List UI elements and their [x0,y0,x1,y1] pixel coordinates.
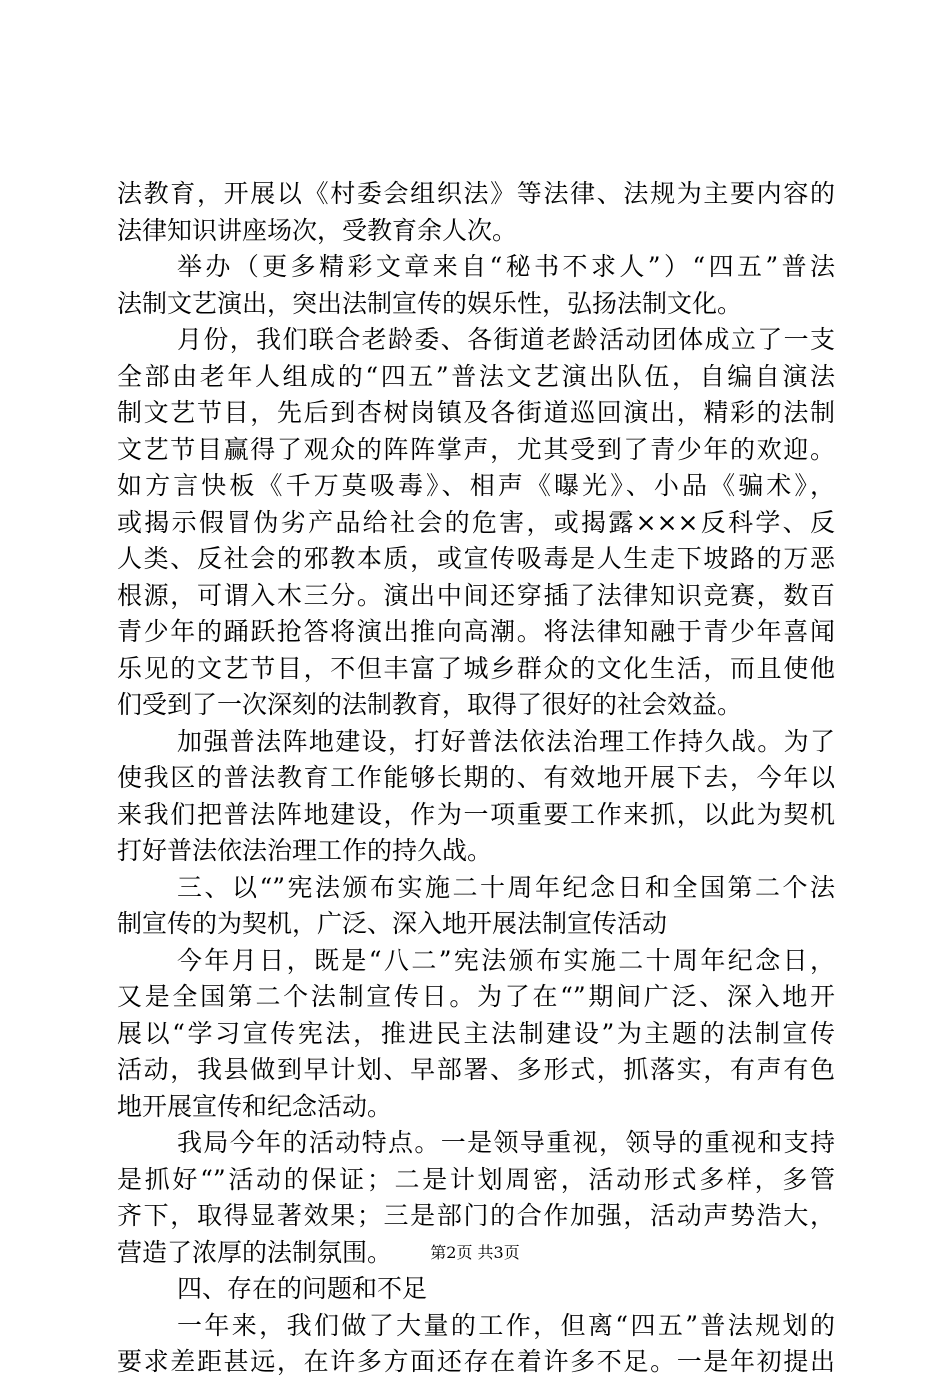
text-line: 人类、反社会的邪教本质，或宣传吸毒是人生走下坡路的万恶 [117,544,835,573]
section-heading-line: 三、以“”宪法颁布实施二十周年纪念日和全国第二个法 [177,872,835,902]
text-line: 我局今年的活动特点。一是领导重视，领导的重视和支持 [177,1128,835,1157]
text-line: 根源，可谓入木三分。演出中间还穿插了法律知识竞赛，数百 [117,580,835,610]
text-line: 月份，我们联合老龄委、各街道老龄活动团体成立了一支 [177,325,835,354]
page-number-footer: 第2页 共3页 [430,1243,520,1262]
text-line: 加强普法阵地建设，打好普法依法治理工作持久战。为了 [177,726,835,756]
text-line: 活动，我县做到早计划、早部署、多形式，抓落实，有声有色 [117,1055,835,1084]
text-line: 法制文艺演出，突出法制宣传的娱乐性，弘扬法制文化。 [117,288,743,318]
text-line: 展以“学习宣传宪法，推进民主法制建设”为主题的法制宣传 [117,1018,835,1048]
text-line: 们受到了一次深刻的法制教育，取得了很好的社会效益。 [117,690,743,719]
text-line: 或揭示假冒伪劣产品给社会的危害，或揭露×××反科学、反 [117,507,835,537]
text-line: 一年来，我们做了大量的工作，但离“四五”普法规划的 [177,1310,835,1340]
text-line: 青少年的踊跃抢答将演出推向高潮。将法律知融于青少年喜闻 [117,617,835,646]
text-line: 来我们把普法阵地建设，作为一项重要工作来抓，以此为契机 [117,799,835,829]
text-line: 制文艺节目，先后到杏树岗镇及各街道巡回演出，精彩的法制 [117,398,835,427]
section-heading-line: 四、存在的问题和不足 [177,1274,428,1303]
text-line: 如方言快板《千万莫吸毒》、相声《曝光》、小品《骗术》， [117,471,835,500]
text-line: 全部由老年人组成的“四五”普法文艺演出队伍，自编自演法 [117,361,835,391]
text-line: 法教育，开展以《村委会组织法》等法律、法规为主要内容的 [117,179,835,208]
text-line: 打好普法依法治理工作的持久战。 [117,836,493,865]
text-line: 要求差距甚远，在许多方面还存在着许多不足。一是年初提出 [117,1347,835,1376]
text-line: 举办（更多精彩文章来自“秘书不求人”）“四五”普法 [177,252,835,281]
section-heading-line: 制宣传的为契机，广泛、深入地开展法制宣传活动 [117,909,668,938]
text-line: 使我区的普法教育工作能够长期的、有效地开展下去，今年以 [117,763,835,792]
text-line: 今年月日，既是“八二”宪法颁布实施二十周年纪念日， [177,945,835,975]
text-line: 齐下，取得显著效果；三是部门的合作加强，活动声势浩大， [117,1201,835,1230]
text-line: 又是全国第二个法制宣传日。为了在“”期间广泛、深入地开 [117,982,835,1011]
text-line: 法律知识讲座场次，受教育余人次。 [117,215,518,245]
text-line: 营造了浓厚的法制氛围。 [117,1237,393,1267]
text-line: 是抓好“”活动的保证；二是计划周密，活动形式多样，多管 [117,1164,835,1194]
text-line: 乐见的文艺节目，不但丰富了城乡群众的文化生活，而且使他 [117,653,835,683]
document-body [117,176,835,1381]
text-line: 地开展宣传和纪念活动。 [117,1091,393,1121]
text-line: 文艺节目赢得了观众的阵阵掌声，尤其受到了青少年的欢迎。 [117,434,835,464]
